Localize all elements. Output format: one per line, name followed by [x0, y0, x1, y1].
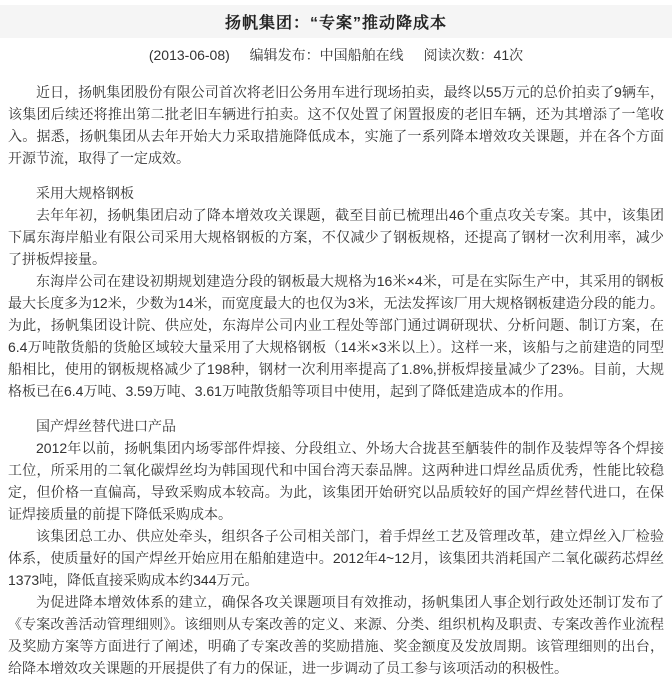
paragraph: 东海岸公司在建设初期规划建造分段的钢板最大规格为16米×4米，可是在实际生产中，其采用的钢板最大长度多为12米，少数为14米，而宽度最大的也仅为3米，无法发挥该厂用大规格钢板建造分段的能力。为此，扬帆集团设计院、供应处，东海岸公司内业工程处等部门通过调研现状、分析问题、制订方案，在6.4万吨散货船的货舱区域较大量采用了大规格钢板（14米×3米以上）。这样一来，该船与之前建造的同型船相比，使用的钢板规格减少了198种，钢材一次利用率提高了1.8%,拼板焊接量减少了23%。目前，大规格板已在6.4万吨、3.59万吨、3.61万吨散货船等项目中使用，起到了降低建造成本的作用。	[8, 273, 664, 399]
article-meta-line	[0, 45, 672, 65]
publish-date: (2013-06-08)	[148, 47, 230, 63]
article-title: 扬帆集团：“专案”推动降成本	[224, 15, 447, 32]
article-body	[0, 81, 672, 679]
view-count: 阅读次数：41次	[423, 47, 524, 63]
paragraph: 为促进降本增效体系的建立，确保各攻关课题项目有效推动，扬帆集团人事企划行政处还制订发布了《专案改善活动管理细则》。该细则从专案改善的定义、来源、分类、组织机构及职责、专案改善作业流程及奖励方案等方面进行了阐述，明确了专案改善的奖励措施、奖金额度及发放周期。该管理细则的出台，给降本增效攻关课题的开展提供了有力的保证，进一步调动了员工参与该项活动的积极性。	[8, 594, 664, 676]
publisher: 编辑发布：中国船舶在线	[249, 47, 404, 63]
intro-paragraph: 近日，扬帆集团股份有限公司首次将老旧公务用车进行现场拍卖，最终以55万元的总价拍卖了9辆车，该集团后续还将推出第二批老旧车辆进行拍卖。这不仅处置了闲置报废的老旧车辆，还为其增添了一笔收入。据悉，扬帆集团从去年开始大力采取措施降低成本，实施了一系列降本增效攻关课题，并在各个方面开源节流，取得了一定成效。	[8, 84, 664, 166]
section-heading-steel-plates: 采用大规格钢板	[36, 185, 134, 201]
article-title-bar	[0, 5, 672, 38]
paragraph: 2012年以前，扬帆集团内场零部件焊接、分段组立、外场大合拢甚至舾装件的制作及装焊等各个焊接工位，所采用的二氧化碳焊丝均为韩国现代和中国台湾天泰品牌。这两种进口焊丝品质优秀，性能比较稳定，但价格一直偏高，导致采购成本较高。为此，该集团开始研究以品质较好的国产焊丝替代进口，在保证焊接质量的前提下降低采购成本。	[8, 440, 664, 522]
paragraph: 该集团总工办、供应处牵头，组织各子公司相关部门，着手焊丝工艺及管理改革，建立焊丝入厂检验体系，使质量好的国产焊丝开始应用在船舶建造中。2012年4~12月，该集团共消耗国产二氧化碳药芯焊丝1373吨，降低直接采购成本约344万元。	[8, 528, 664, 588]
paragraph: 去年年初，扬帆集团启动了降本增效攻关课题，截至目前已梳理出46个重点攻关专案。其中，该集团下属东海岸船业有限公司采用大规格钢板的方案，不仅减少了钢板规格，还提高了钢材一次利用率，减少了拼板焊接量。	[8, 207, 664, 267]
section-heading-welding-wire: 国产焊丝替代进口产品	[36, 418, 176, 434]
